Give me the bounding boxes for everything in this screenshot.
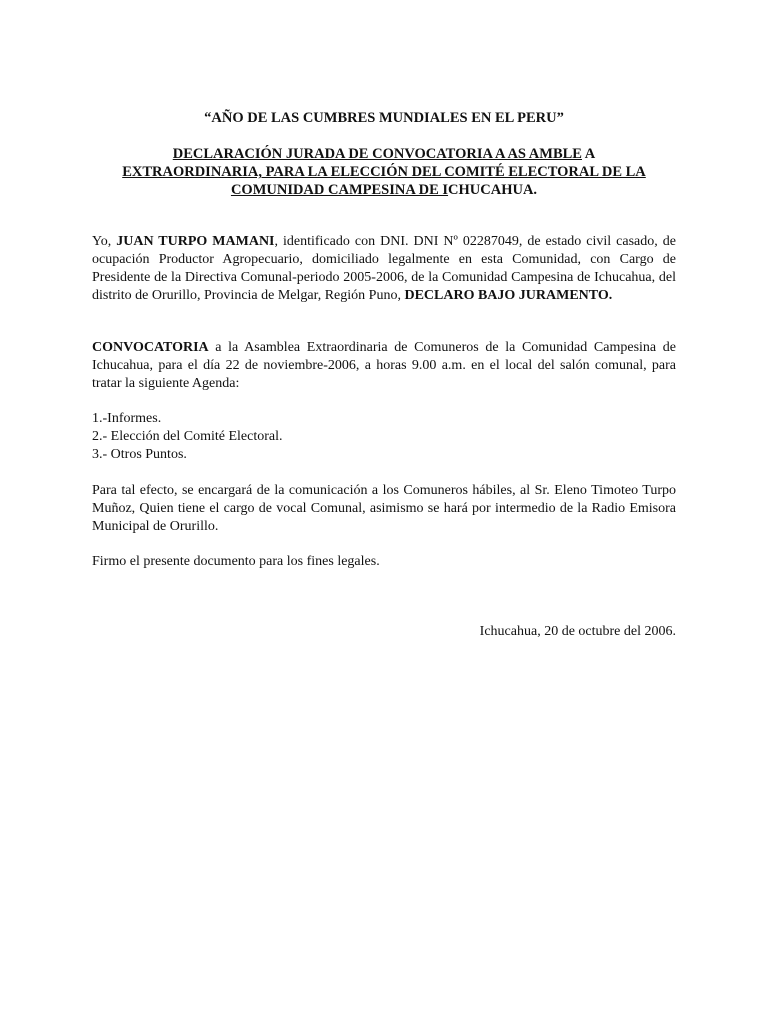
paragraph1-intro: Yo, — [92, 234, 117, 249]
declaration-statement: DECLARO BAJO JURAMENTO. — [404, 288, 613, 303]
title-line2-underlined: EXTRAORDINARIA, PARA LA ELECCIÓN DEL COMITÉ ELECTORAL DE LA — [122, 164, 646, 180]
agenda-item: 1.-Informes. — [92, 411, 162, 426]
document-title — [90, 145, 678, 199]
title-line3-underlined: COMUNIDAD CAMPESINA DE I — [230, 182, 449, 198]
agenda-item: 2.- Elección del Comité Electoral. — [92, 429, 283, 444]
agenda-item: 3.- Otros Puntos. — [92, 447, 187, 462]
signature-statement: Firmo el presente documento para los fines legales. — [92, 554, 380, 569]
communication-paragraph: Para tal efecto, se encargará de la comunicación a los Comuneros hábiles, al Sr. Eleno Timoteo Turpo Muñoz, Quien tiene el cargo de vocal Comunal, asimismo se hará por intermedio de la Radio Emisora Municipal de Orurillo. — [92, 483, 676, 534]
paragraph1-body: , identificado con DNI. DNI Nº 02287049, de estado civil casado, de ocupación Productor Agropecuario, domiciliado legalmente en esta Comunidad, con Cargo de Presidente de la Directiva Comunal-periodo 2005-2006, de la Comunidad Campesina de Ichucahua, del distrito de Orurillo, Provincia de Melgar, Región Puno, — [92, 234, 676, 303]
convocation-paragraph — [92, 339, 676, 393]
title-line1-underlined: DECLARACIÓN JURADA DE CONVOCATORIA A AS AMBLE — [172, 146, 582, 162]
declarant-name: JUAN TURPO MAMANI — [116, 234, 275, 249]
convocation-keyword: CONVOCATORIA — [92, 340, 209, 355]
paragraph2-body: a la Asamblea Extraordinaria de Comuneros de la Comunidad Campesina de Ichucahua, para el día 22 de noviembre-2006, a horas 9.00 a.m. en el local del salón comunal, para tratar la siguiente Agenda: — [92, 340, 676, 391]
title-line1-rest: A — [581, 146, 596, 162]
document-motto: “AÑO DE LAS CUMBRES MUNDIALES EN EL PERU” — [204, 110, 564, 126]
place-date: Ichucahua, 20 de octubre del 2006. — [479, 624, 676, 639]
agenda-list — [92, 410, 676, 464]
declaration-paragraph — [92, 233, 676, 305]
title-line3-rest: CHUCAHUA. — [448, 182, 538, 198]
